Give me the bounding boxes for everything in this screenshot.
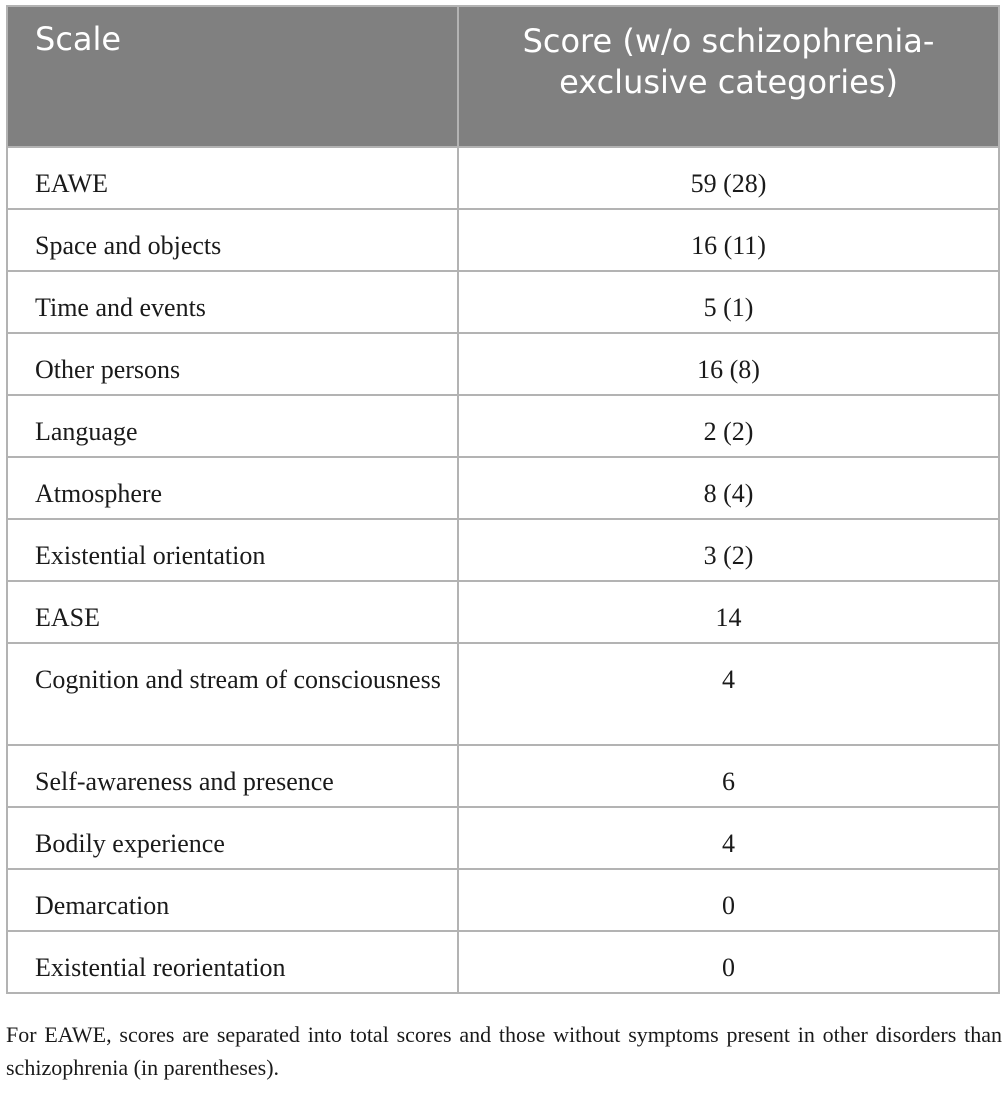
- score-cell: 4: [458, 643, 999, 745]
- table-row: [7, 271, 999, 333]
- score-cell: 16 (11): [458, 209, 999, 271]
- scale-cell: Time and events: [7, 271, 458, 333]
- column-header-score: Score (w/o schizophrenia-exclusive categories): [458, 6, 999, 147]
- scale-cell: Existential reorientation: [7, 931, 458, 993]
- score-cell: 14: [458, 581, 999, 643]
- score-cell: 6: [458, 745, 999, 807]
- table-row: [7, 581, 999, 643]
- table-row: [7, 333, 999, 395]
- table-header-row: [7, 6, 999, 147]
- scale-cell: Other persons: [7, 333, 458, 395]
- score-cell: 5 (1): [458, 271, 999, 333]
- score-cell: 3 (2): [458, 519, 999, 581]
- table-row: [7, 209, 999, 271]
- scores-table-container: [6, 5, 998, 994]
- table-row: [7, 807, 999, 869]
- score-cell: 0: [458, 869, 999, 931]
- table-row: [7, 931, 999, 993]
- score-cell: 0: [458, 931, 999, 993]
- table-row: [7, 147, 999, 209]
- scores-table: [6, 5, 1000, 994]
- column-header-scale: Scale: [7, 6, 458, 147]
- scale-cell: Cognition and stream of consciousness: [7, 643, 458, 745]
- scale-cell: EASE: [7, 581, 458, 643]
- scale-cell: EAWE: [7, 147, 458, 209]
- table-row: [7, 519, 999, 581]
- score-cell: 59 (28): [458, 147, 999, 209]
- table-footnote: For EAWE, scores are separated into total scores and those without symptoms present in other disorders than schizophrenia (in parentheses).: [6, 1022, 1002, 1080]
- score-cell: 8 (4): [458, 457, 999, 519]
- score-cell: 2 (2): [458, 395, 999, 457]
- table-row: [7, 869, 999, 931]
- scale-cell: Space and objects: [7, 209, 458, 271]
- scale-cell: Demarcation: [7, 869, 458, 931]
- table-row: [7, 457, 999, 519]
- score-cell: 4: [458, 807, 999, 869]
- table-row: [7, 395, 999, 457]
- table-row: [7, 745, 999, 807]
- score-cell: 16 (8): [458, 333, 999, 395]
- scale-cell: Self-awareness and presence: [7, 745, 458, 807]
- scale-cell: Language: [7, 395, 458, 457]
- scale-cell: Atmosphere: [7, 457, 458, 519]
- table-row: [7, 643, 999, 745]
- scale-cell: Existential orientation: [7, 519, 458, 581]
- scale-cell: Bodily experience: [7, 807, 458, 869]
